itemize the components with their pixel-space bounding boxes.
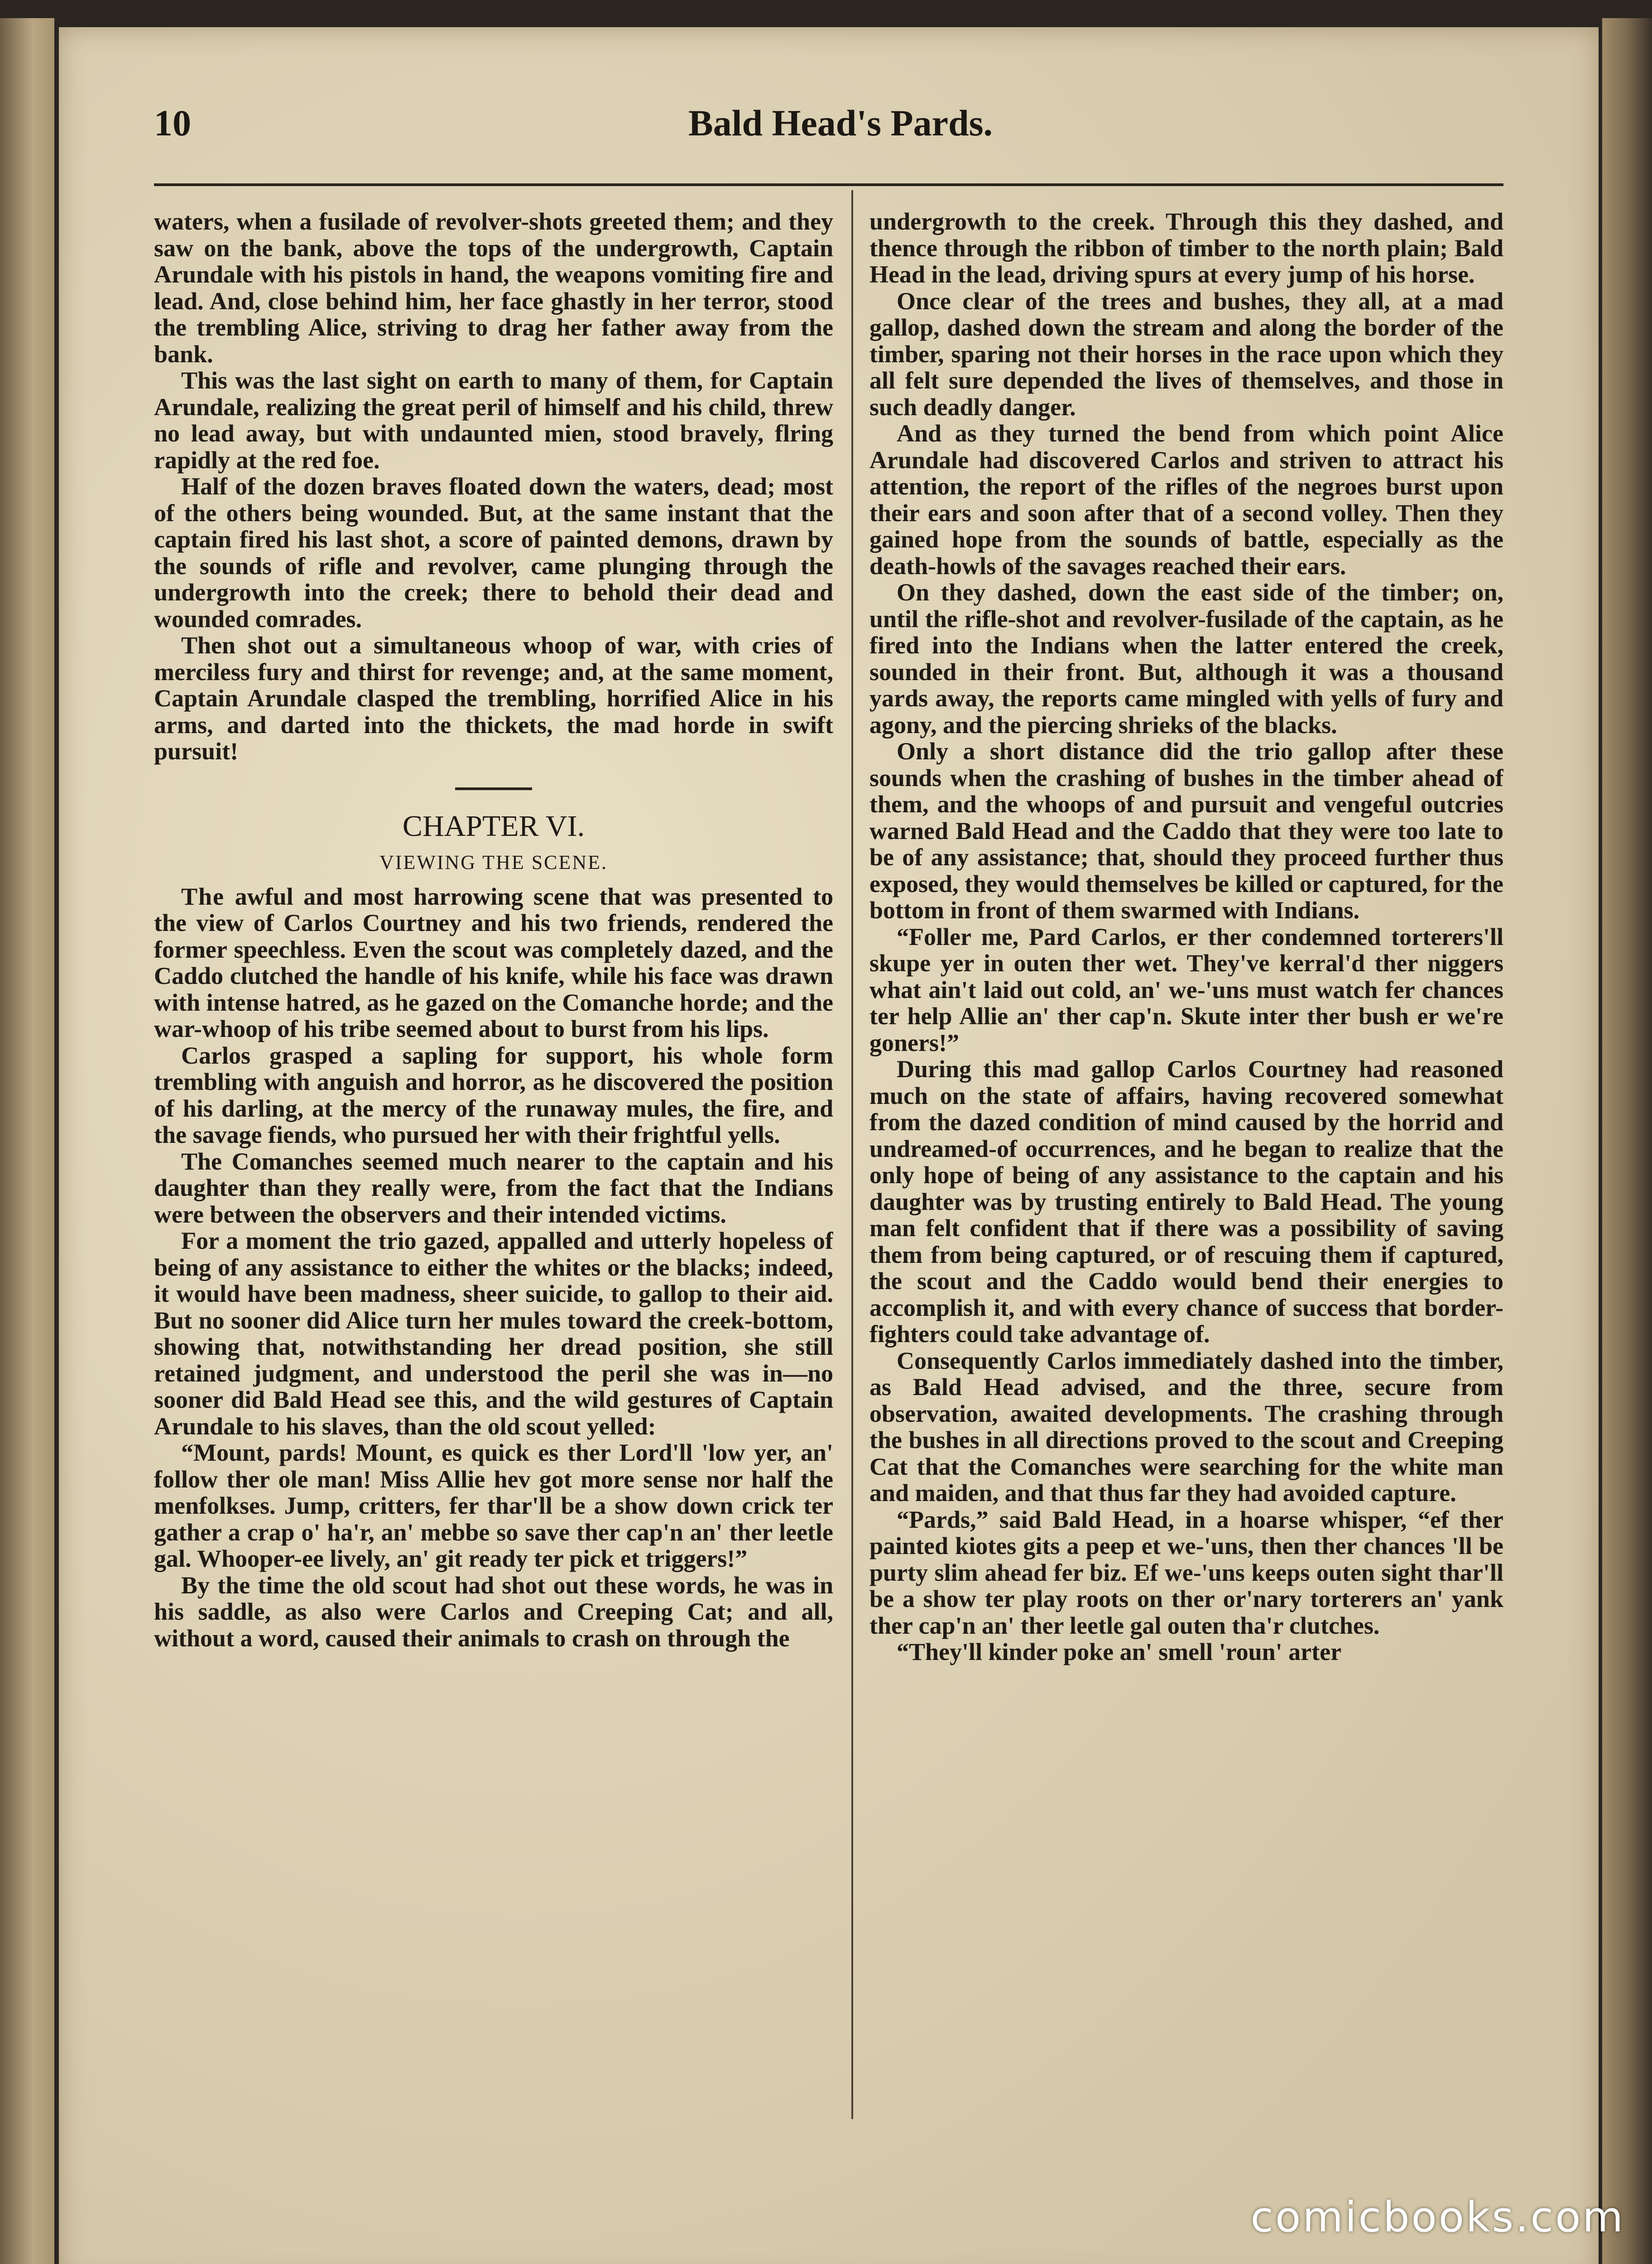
paragraph: “Foller me, Pard Carlos, er ther condemned torterers'll skupe yer in outen ther wet. They've kerral'd ther niggers what ain't laid out cold, an' we-'uns must watch fer chances ter help Allie an' ther cap'n. Skute inter ther bush er we're goners!” xyxy=(869,923,1503,1056)
paragraph: Consequently Carlos immediately dashed into the timber, as Bald Head advised, and the three, secure from observation, awaited developments. The crashing through the bushes in all directions proved to the scout and Creeping Cat that the Comanches were searching for the white man and maiden, and that thus far they had avoided capture. xyxy=(869,1347,1503,1506)
paragraph: This was the last sight on earth to many of them, for Captain Arundale, realizing the great peril of himself and his child, threw no lead away, but with undaunted mien, stood bravely, flring rapidly at the red foe. xyxy=(154,367,833,474)
paragraph: By the time the old scout had shot out these words, he was in his saddle, as also were Carlos and Creeping Cat; and all, without a word, caused their animals to crash on through the xyxy=(154,1571,833,1652)
paragraph: “They'll kinder poke an' smell 'roun' arter xyxy=(897,1638,1342,1665)
running-title: Bald Head's Pards. xyxy=(688,102,993,144)
paragraph-text: awful and most harrowing scene that was presented to the view of Carlos Courtney and his two friends, rendered the former speechless. Even the scout was completely dazed, and the Caddo clutched the handle of his knife, while his face was drawn with intense hatred, as he gazed on the Comanche horde; and the war-whoop of his tribe seemed about to burst from his lips. xyxy=(154,883,833,1042)
watermark: comicbooks.com xyxy=(1250,2193,1625,2241)
header-rule xyxy=(154,183,1503,186)
paragraph: undergrowth to the creek. Through this they dashed, and thence through the ribbon of timber to the north plain; Bald Head in the lead, driving spurs at every jump of his horse. xyxy=(869,208,1503,288)
chapter-lead-word: The xyxy=(181,883,225,910)
paragraph: The Comanches seemed much nearer to the captain and his daughter than they really were, from the fact that the Indians were between the observers and their intended victims. xyxy=(154,1147,833,1228)
section-divider xyxy=(455,787,532,790)
paragraph: On they dashed, down the east side of the timber; on, until the rifle-shot and revolver-fusilade of the captain, as he fired into the Indians when the latter entered the creek, sounded in their front. But, although it was a thousand yards away, the reports came mingled with yells of fury and agony, and the piercing shrieks of the blacks. xyxy=(869,579,1503,739)
paragraph: Half of the dozen braves floated down the waters, dead; most of the others being wounded. But, at the same instant that the captain fired his last shot, a score of painted demons, drawn by the sounds of rifle and revolver, came plunging through the undergrowth into the creek; there to behold their dead and wounded comrades. xyxy=(154,473,833,633)
paragraph: Carlos grasped a sapling for support, his whole form trembling with anguish and horror, as he discovered the position of his darling, at the mercy of the runaway mules, the fire, and the savage fiends, who pursued her with their frightful yells. xyxy=(154,1041,833,1148)
paragraph: Only a short distance did the trio gallop after these sounds when the crashing of bushes in the timber ahead of them, and the whoops of and pursuit and vengeful outcries warned Bald Head and the Caddo that they were too late to be of any assistance; that, should they proceed further thus exposed, they would themselves be killed or captured, for the bottom in front of them swarmed with Indians. xyxy=(869,738,1503,924)
paragraph: waters, when a fusilade of revolver-shots greeted them; and they saw on the bank, above the tops of the undergrowth, Captain Arundale with his pistols in hand, the weapons vomiting fire and lead. And, close behind him, her face ghastly in her terror, stood the trembling Alice, striving to drag her father away from the bank. xyxy=(154,208,833,368)
paragraph: “Mount, pards! Mount, es quick es ther Lord'll 'low yer, an' follow ther ole man! Miss Allie hev got more sense nor half the menfolkses. Jump, critters, fer thar'll be a show down crick ter gather a crap o' ha'r, an' mebbe so save ther cap'n an' ther leetle gal. Whooper-ee lively, an' git ready ter pick et triggers!” xyxy=(154,1439,833,1572)
paragraph xyxy=(154,883,833,1042)
paragraph: Then shot out a simultaneous whoop of war, with cries of merciless fury and thirst for revenge; and, at the same moment, Captain Arundale clasped the trembling, horrified Alice in his arms, and darted into the thickets, the mad horde in swift pursuit! xyxy=(154,632,833,765)
paragraph: During this mad gallop Carlos Courtney had reasoned much on the state of affairs, having recovered somewhat from the dazed condition of mind caused by the horrid and undreamed-of occurrences, and he began to realize that the only hope of being of any assistance to the captain and his daughter was by trusting entirely to Bald Head. The young man felt confident that if there was a possibility of saving them from being captured, or of rescuing them if captured, the scout and the Caddo would bend their energies to accomplish it, and with every chance of success that border-fighters could take advantage of. xyxy=(869,1055,1503,1348)
page-number: 10 xyxy=(154,102,191,144)
paragraph: “Pards,” said Bald Head, in a hoarse whisper, “ef ther painted kiotes gits a peep et we-'uns, then ther chances 'll be purty slim ahead fer biz. Ef we-'uns keeps outen sight thar'll be a show ter play roots on ther or'nary torterers an' yank ther cap'n an' ther leetle gal outen tha'r clutches. xyxy=(869,1506,1503,1639)
paragraph: For a moment the trio gazed, appalled and utterly hopeless of being of any assistance to either the whites or the blacks; indeed, it would have been madness, sheer suicide, to gallop to their aid. But no sooner did Alice turn her mules toward the creek-bottom, showing that, notwithstanding her dread position, she still retained judgment, and understood the peril she was in—no sooner did Bald Head see this, and the wild gestures of Captain Arundale to his slaves, than the old scout yelled: xyxy=(154,1227,833,1440)
page-header xyxy=(154,102,1503,156)
chapter-title: VIEWING THE SCENE. xyxy=(379,851,608,873)
left-column xyxy=(154,208,833,2137)
chapter-heading: CHAPTER VI. xyxy=(402,809,585,843)
column-divider xyxy=(851,190,853,2119)
paragraph: And as they turned the bend from which point Alice Arundale had discovered Carlos and striven to attract his attention, the report of the rifles of the negroes burst upon their ears and soon after that of a second volley. Then they gained hope from the sounds of battle, especially as the death-howls of the savages reached their ears. xyxy=(869,420,1503,580)
stacked-pages-right-edge xyxy=(1602,18,1652,2264)
paragraph: Once clear of the trees and bushes, they all, at a mad gallop, dashed down the stream and along the border of the timber, sparing not their horses in the race upon which they all felt sure depended the lives of themselves, and those in such deadly danger. xyxy=(869,287,1503,421)
right-column xyxy=(869,208,1503,2137)
stacked-pages-left-edge xyxy=(0,18,54,2264)
